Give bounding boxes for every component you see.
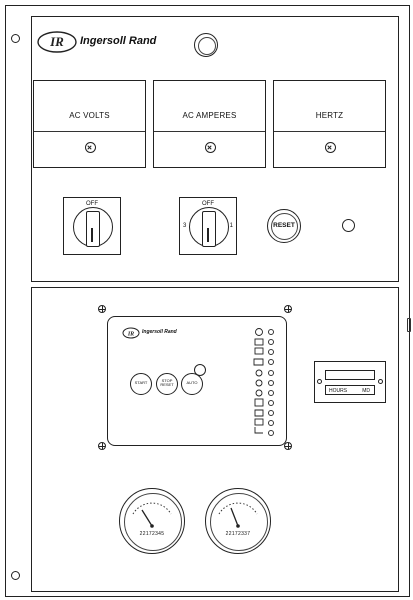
oil-pressure-icon xyxy=(256,380,262,386)
status-led xyxy=(268,390,274,396)
status-led xyxy=(268,400,274,406)
overcrank-icon xyxy=(255,399,263,406)
switch-off-label: OFF xyxy=(86,201,98,207)
ac-amperes-label: AC AMPERES xyxy=(182,111,237,120)
stop-reset-button-label: STOP RESET xyxy=(160,378,174,387)
panel-mounting-hole-bottom xyxy=(11,571,20,580)
engine-icon xyxy=(254,359,263,365)
brand-logo-icon xyxy=(36,30,78,54)
temperature-icon xyxy=(256,370,262,376)
screw-icon xyxy=(284,442,292,450)
status-led xyxy=(268,349,274,355)
brand-name: Ingersoll Rand xyxy=(80,35,157,47)
controller-status-lamp xyxy=(194,364,206,376)
status-led xyxy=(268,329,274,335)
hourglass-icon xyxy=(255,339,263,345)
switch-position-left: 3 xyxy=(183,223,187,229)
charging-icon xyxy=(255,419,263,425)
switch-handle[interactable] xyxy=(202,211,216,247)
ac-volts-meter xyxy=(33,80,146,168)
screw-icon xyxy=(98,305,106,313)
screw-icon xyxy=(98,442,106,450)
reset-button[interactable] xyxy=(267,209,301,243)
ammeter-selector-switch[interactable] xyxy=(179,197,237,255)
auto-button[interactable] xyxy=(181,373,203,395)
switch-off-label: OFF xyxy=(202,201,214,207)
controller-brand-name: Ingersoll Rand xyxy=(142,329,177,335)
start-button-label: START xyxy=(134,380,148,385)
status-led xyxy=(268,339,274,345)
meter-divider xyxy=(274,131,385,132)
power-icon xyxy=(256,329,263,336)
hours-label: HOURS xyxy=(329,388,348,394)
panel-mounting-hole-top xyxy=(11,34,20,43)
indicator-lamp xyxy=(342,219,355,232)
svg-text:IR: IR xyxy=(127,331,135,338)
mounting-screw xyxy=(378,379,383,384)
panel-hinge-mark xyxy=(407,318,411,332)
hour-meter-label-box xyxy=(325,385,375,395)
svg-text:IR: IR xyxy=(50,34,64,49)
oil-pressure-gauge xyxy=(119,488,185,554)
overspeed-icon xyxy=(256,390,262,396)
hour-meter-display xyxy=(325,370,375,380)
status-led xyxy=(268,410,274,416)
ac-amperes-meter xyxy=(153,80,266,168)
status-led xyxy=(268,380,274,386)
top-indicator-lamp xyxy=(194,33,218,57)
low-coolant-icon xyxy=(255,427,263,433)
meter-divider xyxy=(34,131,145,132)
gauge-scale-needle-icon xyxy=(119,488,185,554)
status-led xyxy=(268,430,274,436)
ac-amperes-lamp-icon xyxy=(205,142,216,153)
start-button[interactable] xyxy=(130,373,152,395)
meter-divider xyxy=(154,131,265,132)
gauge-scale-text: 22172345 xyxy=(139,531,165,537)
coolant-temperature-gauge xyxy=(205,488,271,554)
hour-meter-unit-label: MD xyxy=(362,388,370,394)
ac-volts-lamp-icon xyxy=(85,142,96,153)
gauge-scale-needle-icon xyxy=(205,488,271,554)
voltmeter-selector-switch[interactable] xyxy=(63,197,121,255)
auto-button-label: AUTO xyxy=(186,380,198,385)
status-led xyxy=(268,370,274,376)
ac-volts-label: AC VOLTS xyxy=(69,111,110,120)
mounting-screw xyxy=(317,379,322,384)
switch-handle[interactable] xyxy=(86,211,100,247)
switch-position-right: 1 xyxy=(229,223,233,229)
controller-logo xyxy=(122,326,202,340)
hertz-lamp-icon xyxy=(325,142,336,153)
status-led xyxy=(268,359,274,365)
reset-label: RESET xyxy=(273,222,295,229)
screw-icon xyxy=(284,305,292,313)
fuel-icon xyxy=(255,410,263,416)
status-led xyxy=(268,420,274,426)
controller-logo-icon xyxy=(122,327,140,339)
gauge-scale-text: 22172337 xyxy=(225,531,251,537)
brand-logo xyxy=(36,30,176,54)
hour-meter xyxy=(314,361,386,403)
hertz-label: HERTZ xyxy=(315,111,344,120)
battery-icon xyxy=(255,348,263,354)
stop-reset-button[interactable] xyxy=(156,373,178,395)
hertz-meter xyxy=(273,80,386,168)
